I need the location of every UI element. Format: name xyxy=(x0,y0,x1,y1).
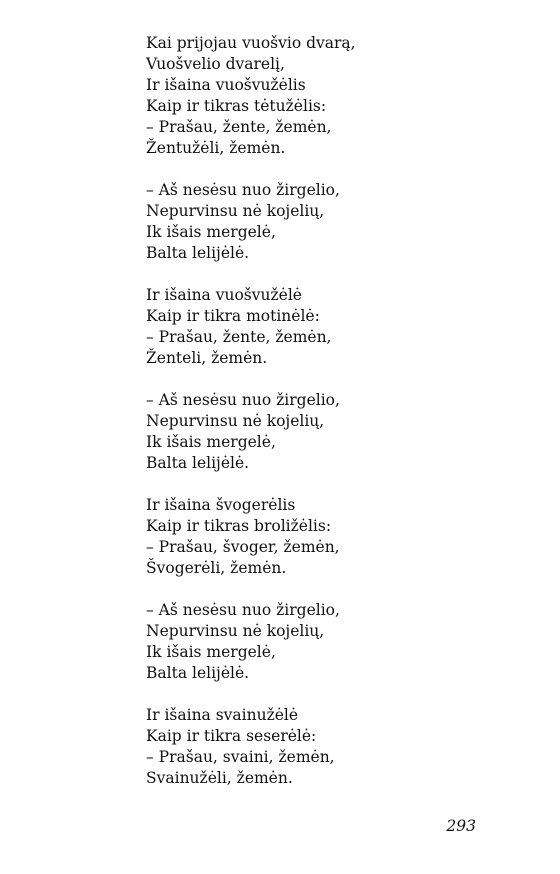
poem-line: – Aš nesėsu nuo žirgelio, xyxy=(146,181,340,199)
poem-line: Ik išais mergelė, xyxy=(146,643,276,661)
poem-line: Švogerėli, žemėn. xyxy=(146,559,287,577)
stanza-2 xyxy=(146,180,486,264)
poem-line: Kaip ir tikras broližėlis: xyxy=(146,517,332,535)
poem-text xyxy=(146,33,486,810)
poem-line: Ir išaina švogerėlis xyxy=(146,496,296,514)
stanza-1 xyxy=(146,33,486,159)
poem-line: Kaip ir tikra seserėlė: xyxy=(146,727,317,745)
poem-line: Balta lelijėlė. xyxy=(146,454,250,472)
poem-line: Balta lelijėlė. xyxy=(146,664,250,682)
poem-line: Balta lelijėlė. xyxy=(146,244,250,262)
poem-line: Žentužėli, žemėn. xyxy=(146,139,286,157)
poem-line: Ik išais mergelė, xyxy=(146,433,276,451)
stanza-4 xyxy=(146,390,486,474)
poem-line: Nepurvinsu nė kojelių, xyxy=(146,412,325,430)
poem-line: Nepurvinsu nė kojelių, xyxy=(146,202,325,220)
poem-line: – Prašau, svaini, žemėn, xyxy=(146,748,335,766)
stanza-6 xyxy=(146,600,486,684)
poem-line: Kaip ir tikra motinėlė: xyxy=(146,307,320,325)
stanza-3 xyxy=(146,285,486,369)
poem-line: – Prašau, žente, žemėn, xyxy=(146,118,332,136)
poem-line: – Aš nesėsu nuo žirgelio, xyxy=(146,391,340,409)
poem-line: Ženteli, žemėn. xyxy=(146,349,268,367)
poem-line: Nepurvinsu nė kojelių, xyxy=(146,622,325,640)
poem-line: Ir išaina svainužėlė xyxy=(146,706,299,724)
poem-line: Vuošvelio dvarelį, xyxy=(146,55,285,73)
poem-line: Ir išaina vuošvužėlis xyxy=(146,76,306,94)
poem-line: – Aš nesėsu nuo žirgelio, xyxy=(146,601,340,619)
poem-line: – Prašau, švoger, žemėn, xyxy=(146,538,340,556)
poem-line: Ir išaina vuošvužėlė xyxy=(146,286,302,304)
poem-line: – Prašau, žente, žemėn, xyxy=(146,328,332,346)
stanza-7 xyxy=(146,705,486,789)
poem-line: Svainužėli, žemėn. xyxy=(146,769,293,787)
stanza-5 xyxy=(146,495,486,579)
poem-line: Kaip ir tikras tėtužėlis: xyxy=(146,97,327,115)
poem-line: Ik išais mergelė, xyxy=(146,223,276,241)
page-number: 293 xyxy=(446,817,476,835)
poem-line: Kai prijojau vuošvio dvarą, xyxy=(146,34,356,52)
